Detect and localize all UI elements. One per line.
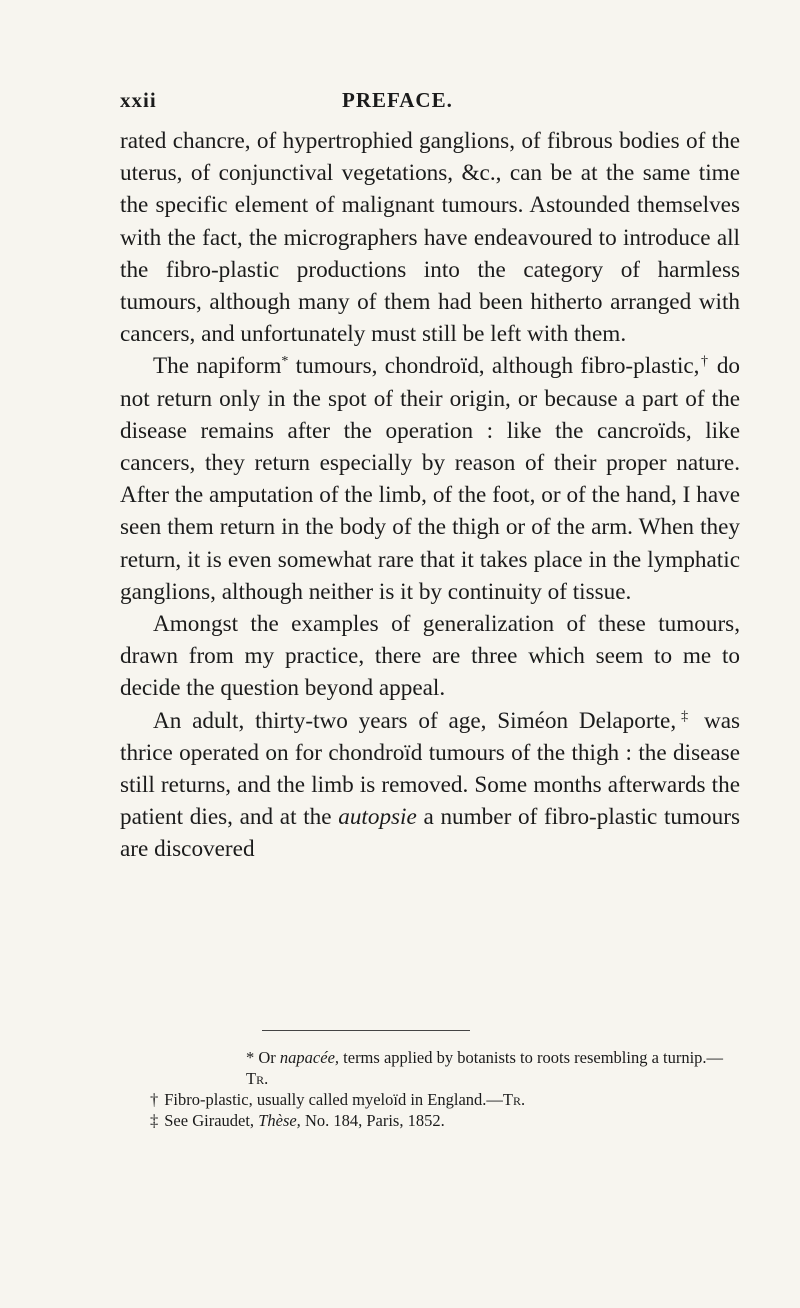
footnote-3 [150,1110,742,1131]
paragraph-3 [120,608,740,705]
paragraph-2-text-c: do not return only in the spot of their origin, or because a part of the disease remains after the operation : like the cancroïds, like cancers, they return especially by reason of their proper nature. After the amputation of the limb, of the foot, or of the hand, I have seen them return in the body of the thigh or of the arm. When they return, it is even somewhat rare that it takes place in the lymphatic ganglions, although neither is it by continuity of tissue. [120,353,741,605]
footnote-ref-1: * [281,354,289,370]
paragraph-4-italic: autopsie [338,804,417,831]
paragraph-1-text: rated chancre, of hypertrophied ganglions, of fibrous bodies of the uterus, of conjunctival vegetations, &c., can be at the same time the specific element of malignant tumours. Astounded themselves with the fact, the micrographers have endeavoured to introduce all the fibro-plastic productions into the category of harmless tumours, although many of them had been hitherto arranged with cancers, and unfortunately must still be left with them. [120,128,740,348]
footnote-1-italic: napacée, [279,1048,340,1067]
footnote-2-translator: Tr. [502,1090,526,1109]
footnote-2-text: Fibro-plastic, usually called myeloïd in England.— [164,1090,503,1109]
footnotes [150,1047,742,1131]
paragraph-2-text-b: tumours, chondroïd, although fibro-plastic, [288,353,700,380]
body-text [120,125,740,866]
footnote-3-italic: Thèse, [258,1111,301,1130]
paragraph-4 [120,705,740,866]
running-head [120,88,740,118]
paragraph-1 [120,125,740,350]
running-title: PREFACE. [342,88,453,112]
paragraph-2-text-a: The napiform [153,353,282,380]
footnote-1-mark: * [246,1048,255,1067]
footnote-1-pre: Or [258,1048,280,1067]
footnote-2 [150,1089,742,1110]
footnote-3-pre: See Giraudet, [164,1111,259,1130]
footnote-1-translator: Tr. [246,1069,269,1088]
footnote-1-post: terms applied by botanists to roots resembling a turnip.— [339,1048,724,1067]
footnote-1 [150,1047,742,1089]
paragraph-3-text: Amongst the examples of generalization of these tumours, drawn from my practice, there are three which seem to me to decide the question beyond appeal. [120,611,740,702]
footnote-ref-3: ‡ [676,708,694,724]
paragraph-4-text-b: was thrice operated on for chondroïd tumours of the thigh : the disease still returns, and the limb is removed. Some months afterwards the patient dies, and at the [120,707,741,831]
footnote-rule [262,1030,470,1031]
footnote-2-mark: † [150,1090,159,1109]
paragraph-4-text-c: a number of fibro-plastic tumours are discovered [120,804,740,863]
footnote-ref-2: † [699,354,710,370]
footnote-3-mark: ‡ [150,1111,159,1130]
footnote-3-post: No. 184, Paris, 1852. [300,1111,445,1130]
paragraph-4-text-a: An adult, thirty-two years of age, Siméon Delaporte, [153,707,677,734]
page-number: xxii [120,88,157,112]
paragraph-2 [120,350,740,608]
